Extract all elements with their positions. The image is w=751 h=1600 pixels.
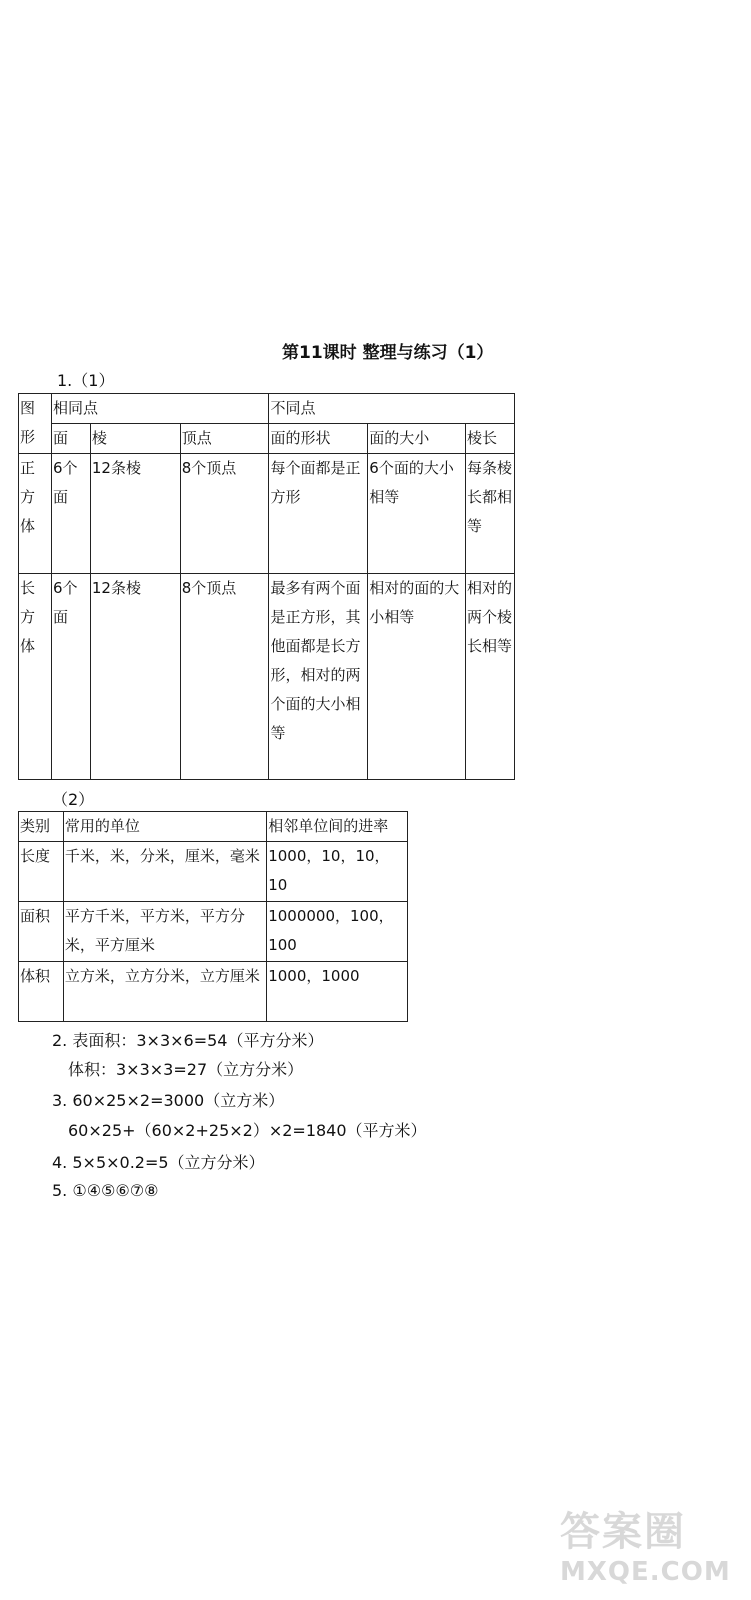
header-same: 相同点 bbox=[51, 394, 269, 424]
cell-vertex: 8个顶点 bbox=[180, 574, 269, 780]
answer-4: 4. 5×5×0.2=5（立方分米） bbox=[52, 1153, 265, 1172]
cell-edge-length: 每条棱长都相等 bbox=[466, 454, 515, 574]
header-rate: 相邻单位间的进率 bbox=[267, 812, 408, 842]
cell-rate: 1000，1000 bbox=[267, 962, 408, 1022]
table-row bbox=[19, 424, 515, 454]
cell-category: 长度 bbox=[19, 842, 64, 902]
cell-face-shape: 每个面都是正方形 bbox=[269, 454, 368, 574]
cell-rate: 1000000，100，100 bbox=[267, 902, 408, 962]
cell-face-size: 相对的面的大小相等 bbox=[368, 574, 466, 780]
cell-face: 6个面 bbox=[51, 454, 90, 574]
cell-shape-name: 正方体 bbox=[19, 454, 52, 574]
question-1-2-label: （2） bbox=[52, 790, 95, 809]
answer-5: 5. ①④⑤⑥⑦⑧ bbox=[52, 1181, 159, 1200]
header-face: 面 bbox=[51, 424, 90, 454]
units-table bbox=[18, 811, 408, 1022]
watermark-logo bbox=[560, 1500, 730, 1590]
table-row bbox=[19, 902, 408, 962]
header-shape: 图形 bbox=[19, 394, 52, 454]
table-row bbox=[19, 394, 515, 424]
header-edge-length: 棱长 bbox=[466, 424, 515, 454]
table-row bbox=[19, 454, 515, 574]
table-row bbox=[19, 842, 408, 902]
table-row bbox=[19, 812, 408, 842]
answer-2-line-1: 2. 表面积：3×3×6=54（平方分米） bbox=[52, 1031, 324, 1050]
cell-units: 立方米，立方分米，立方厘米 bbox=[63, 962, 266, 1022]
header-face-shape: 面的形状 bbox=[269, 424, 368, 454]
cell-rate: 1000，10，10，10 bbox=[267, 842, 408, 902]
header-different: 不同点 bbox=[269, 394, 515, 424]
cell-shape-name: 长方体 bbox=[19, 574, 52, 780]
cell-edge-length: 相对的两个棱长相等 bbox=[466, 574, 515, 780]
header-edge: 棱 bbox=[90, 424, 180, 454]
answer-3-line-1: 3. 60×25×2=3000（立方米） bbox=[52, 1091, 285, 1110]
solids-comparison-table bbox=[18, 393, 515, 780]
cell-face-size: 6个面的大小相等 bbox=[368, 454, 466, 574]
header-face-size: 面的大小 bbox=[368, 424, 466, 454]
table-row bbox=[19, 962, 408, 1022]
question-1-label: 1.（1） bbox=[57, 371, 115, 390]
cell-edge: 12条棱 bbox=[90, 454, 180, 574]
cell-face-shape: 最多有两个面是正方形，其他面都是长方形，相对的两个面的大小相等 bbox=[269, 574, 368, 780]
cell-units: 平方千米，平方米，平方分米，平方厘米 bbox=[63, 902, 266, 962]
answer-2-line-2: 体积：3×3×3=27（立方分米） bbox=[68, 1060, 304, 1079]
header-category: 类别 bbox=[19, 812, 64, 842]
cell-category: 面积 bbox=[19, 902, 64, 962]
header-units: 常用的单位 bbox=[63, 812, 266, 842]
cell-vertex: 8个顶点 bbox=[180, 454, 269, 574]
cell-face: 6个面 bbox=[51, 574, 90, 780]
page-title: 第11课时 整理与练习（1） bbox=[282, 343, 494, 363]
cell-category: 体积 bbox=[19, 962, 64, 1022]
header-vertex: 顶点 bbox=[180, 424, 269, 454]
watermark-bottom: MXQE.COM bbox=[560, 1557, 731, 1587]
cell-units: 千米，米，分米，厘米，毫米 bbox=[63, 842, 266, 902]
table-row bbox=[19, 574, 515, 780]
answer-3-line-2: 60×25+（60×2+25×2）×2=1840（平方米） bbox=[68, 1121, 427, 1140]
cell-edge: 12条棱 bbox=[90, 574, 180, 780]
watermark-top: 答案圈 bbox=[560, 1509, 686, 1555]
